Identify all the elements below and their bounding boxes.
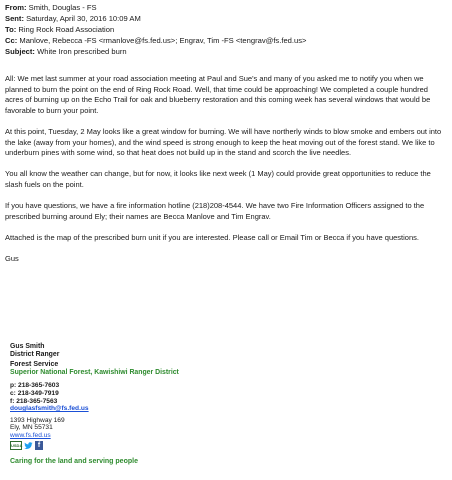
body-paragraph-2: At this point, Tuesday, 2 May looks like a great window for burning. We will have northerly winds to blow smoke and embers out into the lake (away from your homes), and the wind speed is strong enough to keep the heat moving out of the forest stand. We like to underburn pines with some wind, so that heat does not build up in the stand and scorch the live needles.	[5, 126, 442, 158]
address-line-1: 1393 Highway 169	[10, 416, 65, 424]
twitter-icon[interactable]	[24, 441, 33, 450]
body-paragraph-5: Attached is the map of the prescribed burn unit if you are interested. Please call or Email Tim or Becca if you have questions.	[5, 232, 419, 242]
body-paragraph-1: All: We met last summer at your road association meeting at Paul and Sue's and many of you asked me to notify you when we planned to burn the point on the end of Ring Rock Road. Well, that time could be approaching! We completed a couple hundred acres of burning up on the Echo Trail for oak and blueberry restoration and this coming week has several windows that would be favorable to burn your point.	[5, 74, 431, 115]
signature-website-link[interactable]: www.fs.fed.us	[10, 431, 51, 439]
subject-value: White Iron prescribed burn	[37, 47, 127, 56]
from-value: Smith, Douglas - FS	[28, 3, 97, 12]
email-body	[5, 74, 445, 275]
sent-row	[5, 13, 306, 24]
social-icons	[10, 441, 179, 450]
signature-tagline: Caring for the land and serving people	[10, 457, 138, 465]
signature-phones	[10, 382, 179, 405]
phone-office: p: 218-365-7603	[10, 382, 60, 390]
phone-fax: f: 218-365-7563	[10, 397, 58, 405]
phone-cell: c: 218-349-7919	[10, 389, 59, 397]
subject-row	[5, 46, 306, 57]
sent-value: Saturday, April 30, 2016 10:09 AM	[26, 14, 141, 23]
subject-label: Subject:	[5, 47, 35, 56]
signature-name: Gus Smith	[10, 343, 45, 350]
signature-title: District Ranger	[10, 350, 60, 358]
to-value: Ring Rock Road Association	[18, 25, 115, 34]
sent-label: Sent:	[5, 14, 24, 23]
email-signature	[10, 343, 179, 465]
body-sign-off: Gus	[5, 254, 19, 264]
email-headers	[5, 2, 306, 57]
cc-row	[5, 35, 306, 46]
signature-agency: Forest Service	[10, 361, 59, 369]
cc-label: Cc:	[5, 36, 18, 45]
signature-unit: Superior National Forest, Kawishiwi Ranger District	[10, 368, 179, 376]
signature-address	[10, 417, 179, 432]
address-line-2: Ely, MN 55731	[10, 424, 53, 432]
body-paragraph-4: If you have questions, we have a fire information hotline (218)208-4544. We have two Fire Information Officers assigned to the prescribed burning around Ely; their names are Becca Manlove and Tim Engrav.	[5, 201, 425, 221]
facebook-icon[interactable]: f	[35, 441, 43, 450]
from-label: From:	[5, 3, 27, 12]
cc-value: Manlove, Rebecca -FS <rmanlove@fs.fed.us>; Engrav, Tim -FS <tengrav@fs.fed.us>	[19, 36, 307, 45]
usda-logo-icon[interactable]: USDA	[11, 442, 23, 448]
signature-email-link[interactable]: douglasfsmith@fs.fed.us	[10, 405, 89, 413]
from-row	[5, 2, 306, 13]
body-paragraph-3: You all know the weather can change, but for now, it looks like next week (1 May) could provide great opportunities to reduce the slash fuels on the point.	[5, 169, 431, 189]
to-row	[5, 24, 306, 35]
to-label: To:	[5, 25, 17, 34]
